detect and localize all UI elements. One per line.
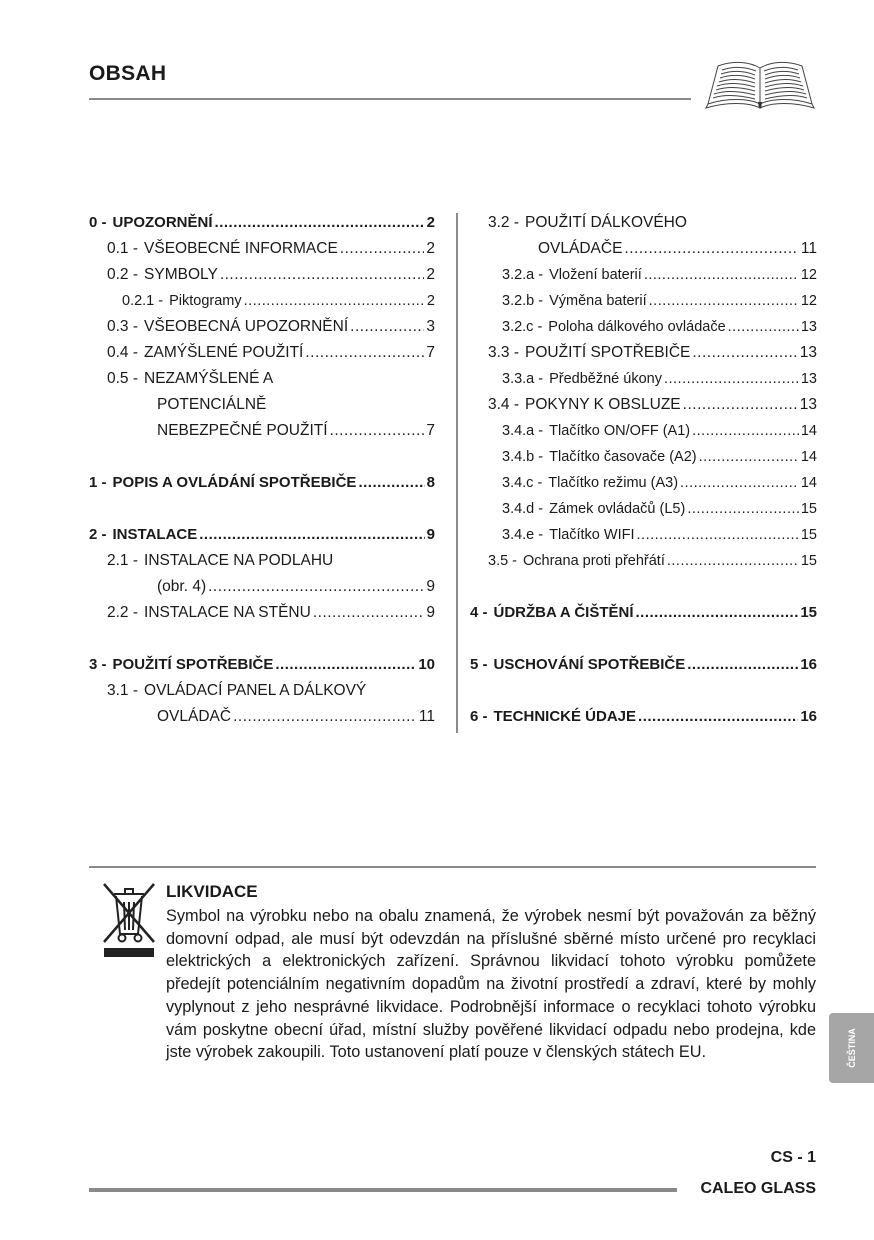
toc-leader-dots xyxy=(692,418,799,444)
toc-entry xyxy=(502,366,817,392)
toc-entry xyxy=(502,522,817,548)
toc-label: OVLÁDAČ xyxy=(157,708,232,725)
disposal-text: Symbol na výrobku nebo na obalu znamená, že výrobek nesmí být považován za běžný domovní odpad, ale musí být odevzdán na příslušné sběrné místo určené pro recyklaci elektrických a elektronických zařízení. Správnou likvidací tohoto výrobku pomůžete předejít potenciálním negativním dopadům na životní prostředí a zdraví, které by mohly vyplynout z jeho nesprávné likvidace. Podrobnější informace o recyklaci tohoto výrobku vám poskytne obecní úřad, místní služby pověřené likvidací odpadu nebo prodejna, kde jste výrobek zakoupili. Toto ustanovení platí pouze v členských státech EU. xyxy=(166,907,816,1062)
toc-leader-dots xyxy=(644,262,799,288)
toc-label: Výměna baterií xyxy=(549,293,647,309)
toc-page: 2 xyxy=(426,214,435,231)
toc-leader-dots xyxy=(358,470,424,496)
toc-page: 14 xyxy=(800,475,817,491)
toc-number: 2.1 - xyxy=(107,552,139,569)
toc-page: 10 xyxy=(418,656,435,673)
crossed-bin-icon xyxy=(100,880,158,960)
toc-page: 11 xyxy=(418,708,435,725)
toc-leader-dots xyxy=(638,704,798,730)
toc-entry xyxy=(488,392,817,418)
toc-number: 3.4.b - xyxy=(502,449,544,465)
toc-page: 7 xyxy=(426,344,435,361)
toc-number xyxy=(107,574,157,600)
toc-entry xyxy=(470,652,817,678)
toc-page: 9 xyxy=(426,578,435,595)
toc-leader-dots xyxy=(275,652,416,678)
toc-entry xyxy=(89,652,435,678)
page-title: OBSAH xyxy=(89,62,167,85)
toc-number: 3.4.e - xyxy=(502,527,544,543)
toc-number: 3.2.c - xyxy=(502,319,543,335)
toc-number: 3 - xyxy=(89,656,107,673)
toc-number: 3.2.a - xyxy=(502,267,544,283)
toc-entry xyxy=(107,236,435,262)
toc-entry xyxy=(107,340,435,366)
toc-entry xyxy=(488,236,817,262)
toc-page: 14 xyxy=(800,423,817,439)
toc-leader-dots xyxy=(664,366,799,392)
toc-label: INSTALACE xyxy=(112,526,198,543)
toc-label: NEBEZPEČNÉ POUŽITÍ xyxy=(157,422,328,439)
toc-leader-dots xyxy=(667,548,799,574)
toc-page: 16 xyxy=(800,656,817,673)
toc-page: 15 xyxy=(800,604,817,621)
toc-page: 13 xyxy=(800,371,817,387)
toc-entry xyxy=(502,470,817,496)
toc-label: INSTALACE NA STĚNU xyxy=(144,604,311,621)
toc-label: POKYNY K OBSLUZE xyxy=(525,396,681,413)
toc-label: SYMBOLY xyxy=(144,266,218,283)
toc-label: POUŽITÍ DÁLKOVÉHO xyxy=(525,214,687,231)
toc-label: NEZAMÝŠLENÉ A xyxy=(144,370,274,387)
toc-label: Ochrana proti přehřátí xyxy=(523,553,665,569)
toc-entry xyxy=(107,314,435,340)
toc-leader-dots xyxy=(624,236,798,262)
toc-number: 3.4.a - xyxy=(502,423,544,439)
toc-entry xyxy=(107,600,435,626)
toc-entry xyxy=(488,548,817,574)
toc-label: POTENCIÁLNĚ xyxy=(157,396,267,413)
toc-label: OVLÁDAČE xyxy=(538,240,623,257)
toc-entry xyxy=(107,418,435,444)
toc-entry xyxy=(89,470,435,496)
toc-number xyxy=(107,418,157,444)
toc-label: Tlačítko ON/OFF (A1) xyxy=(549,423,691,439)
toc-number: 3.2 - xyxy=(488,214,520,231)
toc-page: 8 xyxy=(426,474,435,491)
toc-page: 15 xyxy=(800,527,817,543)
toc-number: 4 - xyxy=(470,604,488,621)
toc-leader-dots xyxy=(244,288,425,314)
section-rule xyxy=(89,866,816,868)
language-tab-label: ČEŠTINA xyxy=(846,1028,857,1068)
toc-page: 13 xyxy=(800,319,817,335)
toc-number: 0.3 - xyxy=(107,318,139,335)
page-number: CS - 1 xyxy=(770,1149,816,1166)
toc-entry xyxy=(502,288,817,314)
toc-page: 12 xyxy=(800,293,817,309)
toc-entry xyxy=(488,340,817,366)
toc-number: 0.5 - xyxy=(107,370,139,387)
toc-leader-dots xyxy=(637,522,799,548)
toc-entry xyxy=(470,704,817,730)
toc-label: VŠEOBECNÉ INFORMACE xyxy=(144,240,338,257)
toc-leader-dots xyxy=(340,236,425,262)
toc-entry xyxy=(107,704,435,730)
toc-leader-dots xyxy=(330,418,425,444)
toc-entry xyxy=(107,366,435,392)
toc-entry xyxy=(502,314,817,340)
toc-entry xyxy=(89,522,435,548)
toc-page: 9 xyxy=(426,604,435,621)
footer-rule xyxy=(89,1188,677,1192)
toc-page: 14 xyxy=(800,449,817,465)
toc-leader-dots xyxy=(699,444,799,470)
toc-entry xyxy=(502,262,817,288)
language-tab xyxy=(829,1013,874,1083)
toc-leader-dots xyxy=(305,340,424,366)
toc-number: 2 - xyxy=(89,526,107,543)
toc-label: Tlačítko WIFI xyxy=(549,527,635,543)
toc-label: OVLÁDACÍ PANEL A DÁLKOVÝ xyxy=(144,682,367,699)
toc-entry xyxy=(107,574,435,600)
toc-leader-dots xyxy=(680,470,799,496)
header-rule xyxy=(89,98,691,100)
toc-label: Zámek ovládačů (L5) xyxy=(549,501,686,517)
toc-entry xyxy=(122,288,435,314)
toc-number: 0.4 - xyxy=(107,344,139,361)
toc-leader-dots xyxy=(233,704,417,730)
toc-page: 15 xyxy=(800,501,817,517)
toc-number: 3.4.d - xyxy=(502,501,544,517)
toc-number xyxy=(107,392,157,418)
toc-number: 3.4.c - xyxy=(502,475,543,491)
toc-number: 3.4 - xyxy=(488,396,520,413)
toc-label: VŠEOBECNÁ UPOZORNĚNÍ xyxy=(144,318,349,335)
toc-leader-dots xyxy=(728,314,799,340)
toc-number: 6 - xyxy=(470,708,488,725)
toc-number: 2.2 - xyxy=(107,604,139,621)
toc-label: ZAMÝŠLENÉ POUŽITÍ xyxy=(144,344,304,361)
toc-entry xyxy=(107,678,435,704)
toc-leader-dots xyxy=(208,574,424,600)
toc-number: 3.3.a - xyxy=(502,371,544,387)
toc-page: 7 xyxy=(426,422,435,439)
toc-number: 0.1 - xyxy=(107,240,139,257)
toc-label: UPOZORNĚNÍ xyxy=(112,214,213,231)
toc-leader-dots xyxy=(636,600,799,626)
toc-leader-dots xyxy=(313,600,425,626)
toc-label: TECHNICKÉ ÚDAJE xyxy=(493,708,637,725)
toc-page: 2 xyxy=(426,293,435,309)
toc-entry xyxy=(107,392,435,418)
toc-leader-dots xyxy=(692,340,797,366)
toc-label: POUŽITÍ SPOTŘEBIČE xyxy=(525,344,691,361)
toc-number: 1 - xyxy=(89,474,107,491)
toc-number: 3.5 - xyxy=(488,553,518,569)
toc-number: 0 - xyxy=(89,214,107,231)
toc-number: 3.3 - xyxy=(488,344,520,361)
toc-page: 12 xyxy=(800,267,817,283)
toc-page: 2 xyxy=(426,266,435,283)
toc-number: 5 - xyxy=(470,656,488,673)
toc-label: USCHOVÁNÍ SPOTŘEBIČE xyxy=(493,656,686,673)
toc-page: 9 xyxy=(426,526,435,543)
toc-label: ÚDRŽBA A ČIŠTĚNÍ xyxy=(493,604,634,621)
toc-label: Vložení baterií xyxy=(549,267,642,283)
toc-label: Poloha dálkového ovládače xyxy=(548,319,726,335)
column-divider xyxy=(456,213,458,733)
toc-number: 3.1 - xyxy=(107,682,139,699)
toc-label: Piktogramy xyxy=(169,293,242,309)
toc-entry xyxy=(502,418,817,444)
toc-label: Tlačítko časovače (A2) xyxy=(549,449,697,465)
toc-label: INSTALACE NA PODLAHU xyxy=(144,552,334,569)
toc-number xyxy=(488,236,538,262)
toc-page: 13 xyxy=(799,396,817,413)
toc-page: 11 xyxy=(800,240,817,257)
toc-entry xyxy=(470,600,817,626)
toc-leader-dots xyxy=(649,288,799,314)
toc-label: POPIS A OVLÁDÁNÍ SPOTŘEBIČE xyxy=(112,474,357,491)
toc-entry xyxy=(89,210,435,236)
toc-leader-dots xyxy=(687,652,798,678)
toc-leader-dots xyxy=(350,314,424,340)
toc-number: 0.2 - xyxy=(107,266,139,283)
toc-leader-dots xyxy=(683,392,798,418)
toc-page: 15 xyxy=(800,553,817,569)
toc-entry xyxy=(502,444,817,470)
toc-page: 2 xyxy=(426,240,435,257)
disposal-title: LIKVIDACE xyxy=(166,882,258,901)
toc-number: 0.2.1 - xyxy=(122,293,164,309)
open-book-icon xyxy=(704,58,816,110)
toc-entry xyxy=(502,496,817,522)
toc-label: Předběžné úkony xyxy=(549,371,662,387)
toc-label: Tlačítko režimu (A3) xyxy=(548,475,679,491)
toc-leader-dots xyxy=(220,262,425,288)
toc-leader-dots xyxy=(687,496,799,522)
toc-entry xyxy=(107,262,435,288)
toc-label: (obr. 4) xyxy=(157,578,207,595)
toc-page: 13 xyxy=(799,344,817,361)
toc-number xyxy=(107,704,157,730)
toc-label: POUŽITÍ SPOTŘEBIČE xyxy=(112,656,274,673)
toc-leader-dots xyxy=(215,210,425,236)
toc-leader-dots xyxy=(199,522,424,548)
toc-page: 3 xyxy=(426,318,435,335)
toc-entry xyxy=(488,210,817,236)
toc-number: 3.2.b - xyxy=(502,293,544,309)
toc-entry xyxy=(107,548,435,574)
brand-name: CALEO GLASS xyxy=(700,1180,816,1197)
toc-page: 16 xyxy=(800,708,817,725)
